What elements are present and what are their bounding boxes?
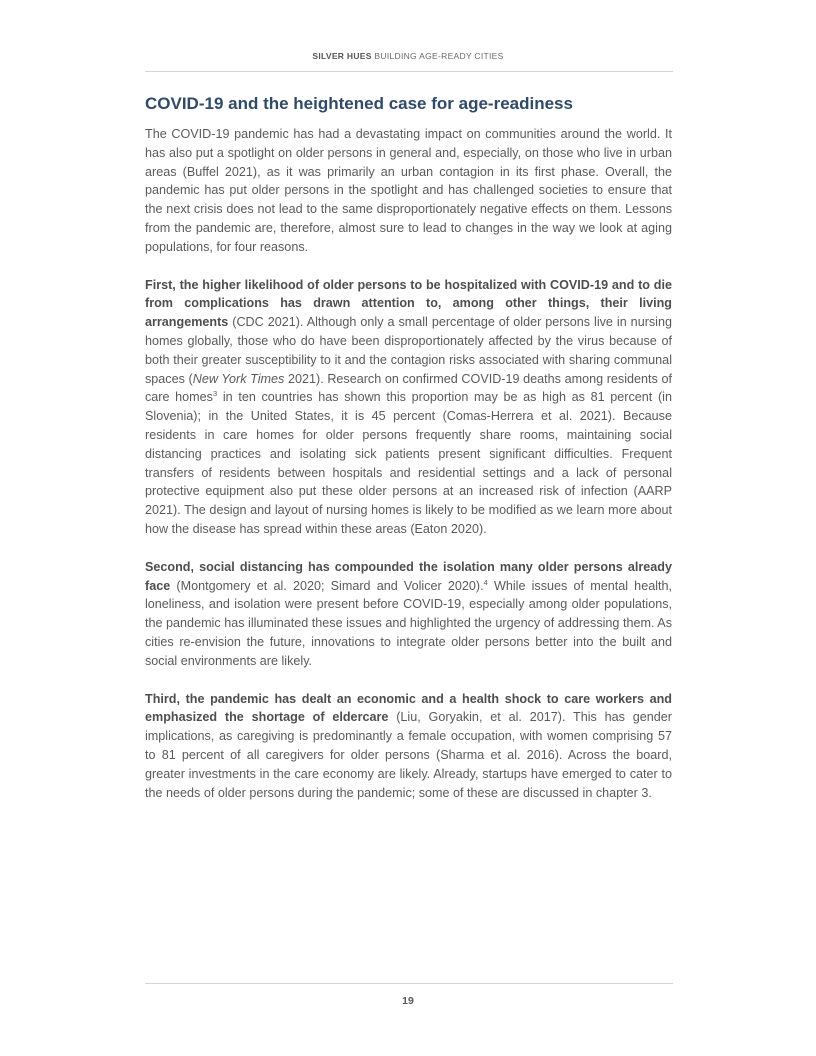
reason-second-text-b: While issues of mental health, loneliness, and isolation were present before COVID-19, especially among older populations, the pandemic has illuminated these issues and highlighted the urgency of addressing them. As cities re-envision the future, innovations to integrate older persons better into the built and social environments are likely. [145,578,672,668]
running-header [0,51,816,61]
reason-second-text-a: (Montgomery et al. 2020; Simard and Volicer 2020). [170,578,484,593]
footnote-marker-3: 3 [212,389,218,399]
reason-first-text-a: (CDC 2021). Although only a small percentage of older persons live in nursing homes globally, those who do have been disproportionately affected by the virus because of both their greater susceptibility to it and the contagion risks associated with sharing communal spaces ( [145,315,672,386]
reason-third-lead: Third, the pandemic has dealt an economic and a health shock to care workers and emphasized the shortage of eldercare [145,691,672,725]
header-divider [145,71,673,72]
intro-paragraph: The COVID-19 pandemic has had a devastating impact on communities around the world. It has also put a spotlight on older persons in general and, especially, on those who live in urban areas (Buffel 2021), as it was primarily an urban contagion in its first phase. Overall, the pandemic has put older persons in the spotlight and has challenged societies to ensure that the next crisis does not lead to the same disproportionately negative effects on them. Lessons from the pandemic are, therefore, almost sure to lead to changes in the way we look at aging populations, for four reasons. [145,127,672,254]
header-brand: SILVER HUES [312,51,372,61]
page-number: 19 [402,995,414,1007]
header-title: BUILDING AGE-READY CITIES [374,51,504,61]
reason-third-text-a: (Liu, Goryakin, et al. 2017). This has gender implications, as caregiving is predominantly a female occupation, with women comprising 57 to 81 percent of all caregivers for older persons (Sharma et al. 2016). Across the board, greater investments in the care economy are likely. Already, startups have emerged to cater to the needs of older persons during the pandemic; some of these are discussed in chapter 3. [145,710,673,800]
reason-second-paragraph [145,558,672,671]
reason-first-text-b: 2021). Research on confirmed COVID-19 deaths among residents of care homes [145,371,672,405]
reason-second-lead: Second, social distancing has compounded the isolation many older persons already face [145,559,672,593]
page-content [145,92,672,821]
reason-first-paragraph [145,276,672,539]
footer-divider [145,983,673,984]
reason-first-italic-source: New York Times [192,371,285,386]
reason-first-lead: First, the higher likelihood of older persons to be hospitalized with COVID-19 and to die from complications has drawn attention to, among other things, their living arrangements [145,277,672,330]
footnote-marker-4: 4 [483,577,488,587]
reason-third-paragraph [145,690,672,803]
section-heading: COVID-19 and the heightened case for age-readiness [145,94,573,113]
reason-first-text-c: in ten countries has shown this proportion may be as high as 81 percent (in Slovenia); in the United States, it is 45 percent (Comas-Herrera et al. 2021). Because residents in care homes for older persons frequently share rooms, maintaining social distancing practices and isolating sick patients present significant difficulties. Frequent transfers of residents between hospitals and residential settings and a lack of personal protective equipment also put these older persons at an increased risk of infection (AARP 2021). The design and layout of nursing homes is likely to be modified as we learn more about how the disease has spread within these areas (Eaton 2020). [145,390,672,536]
